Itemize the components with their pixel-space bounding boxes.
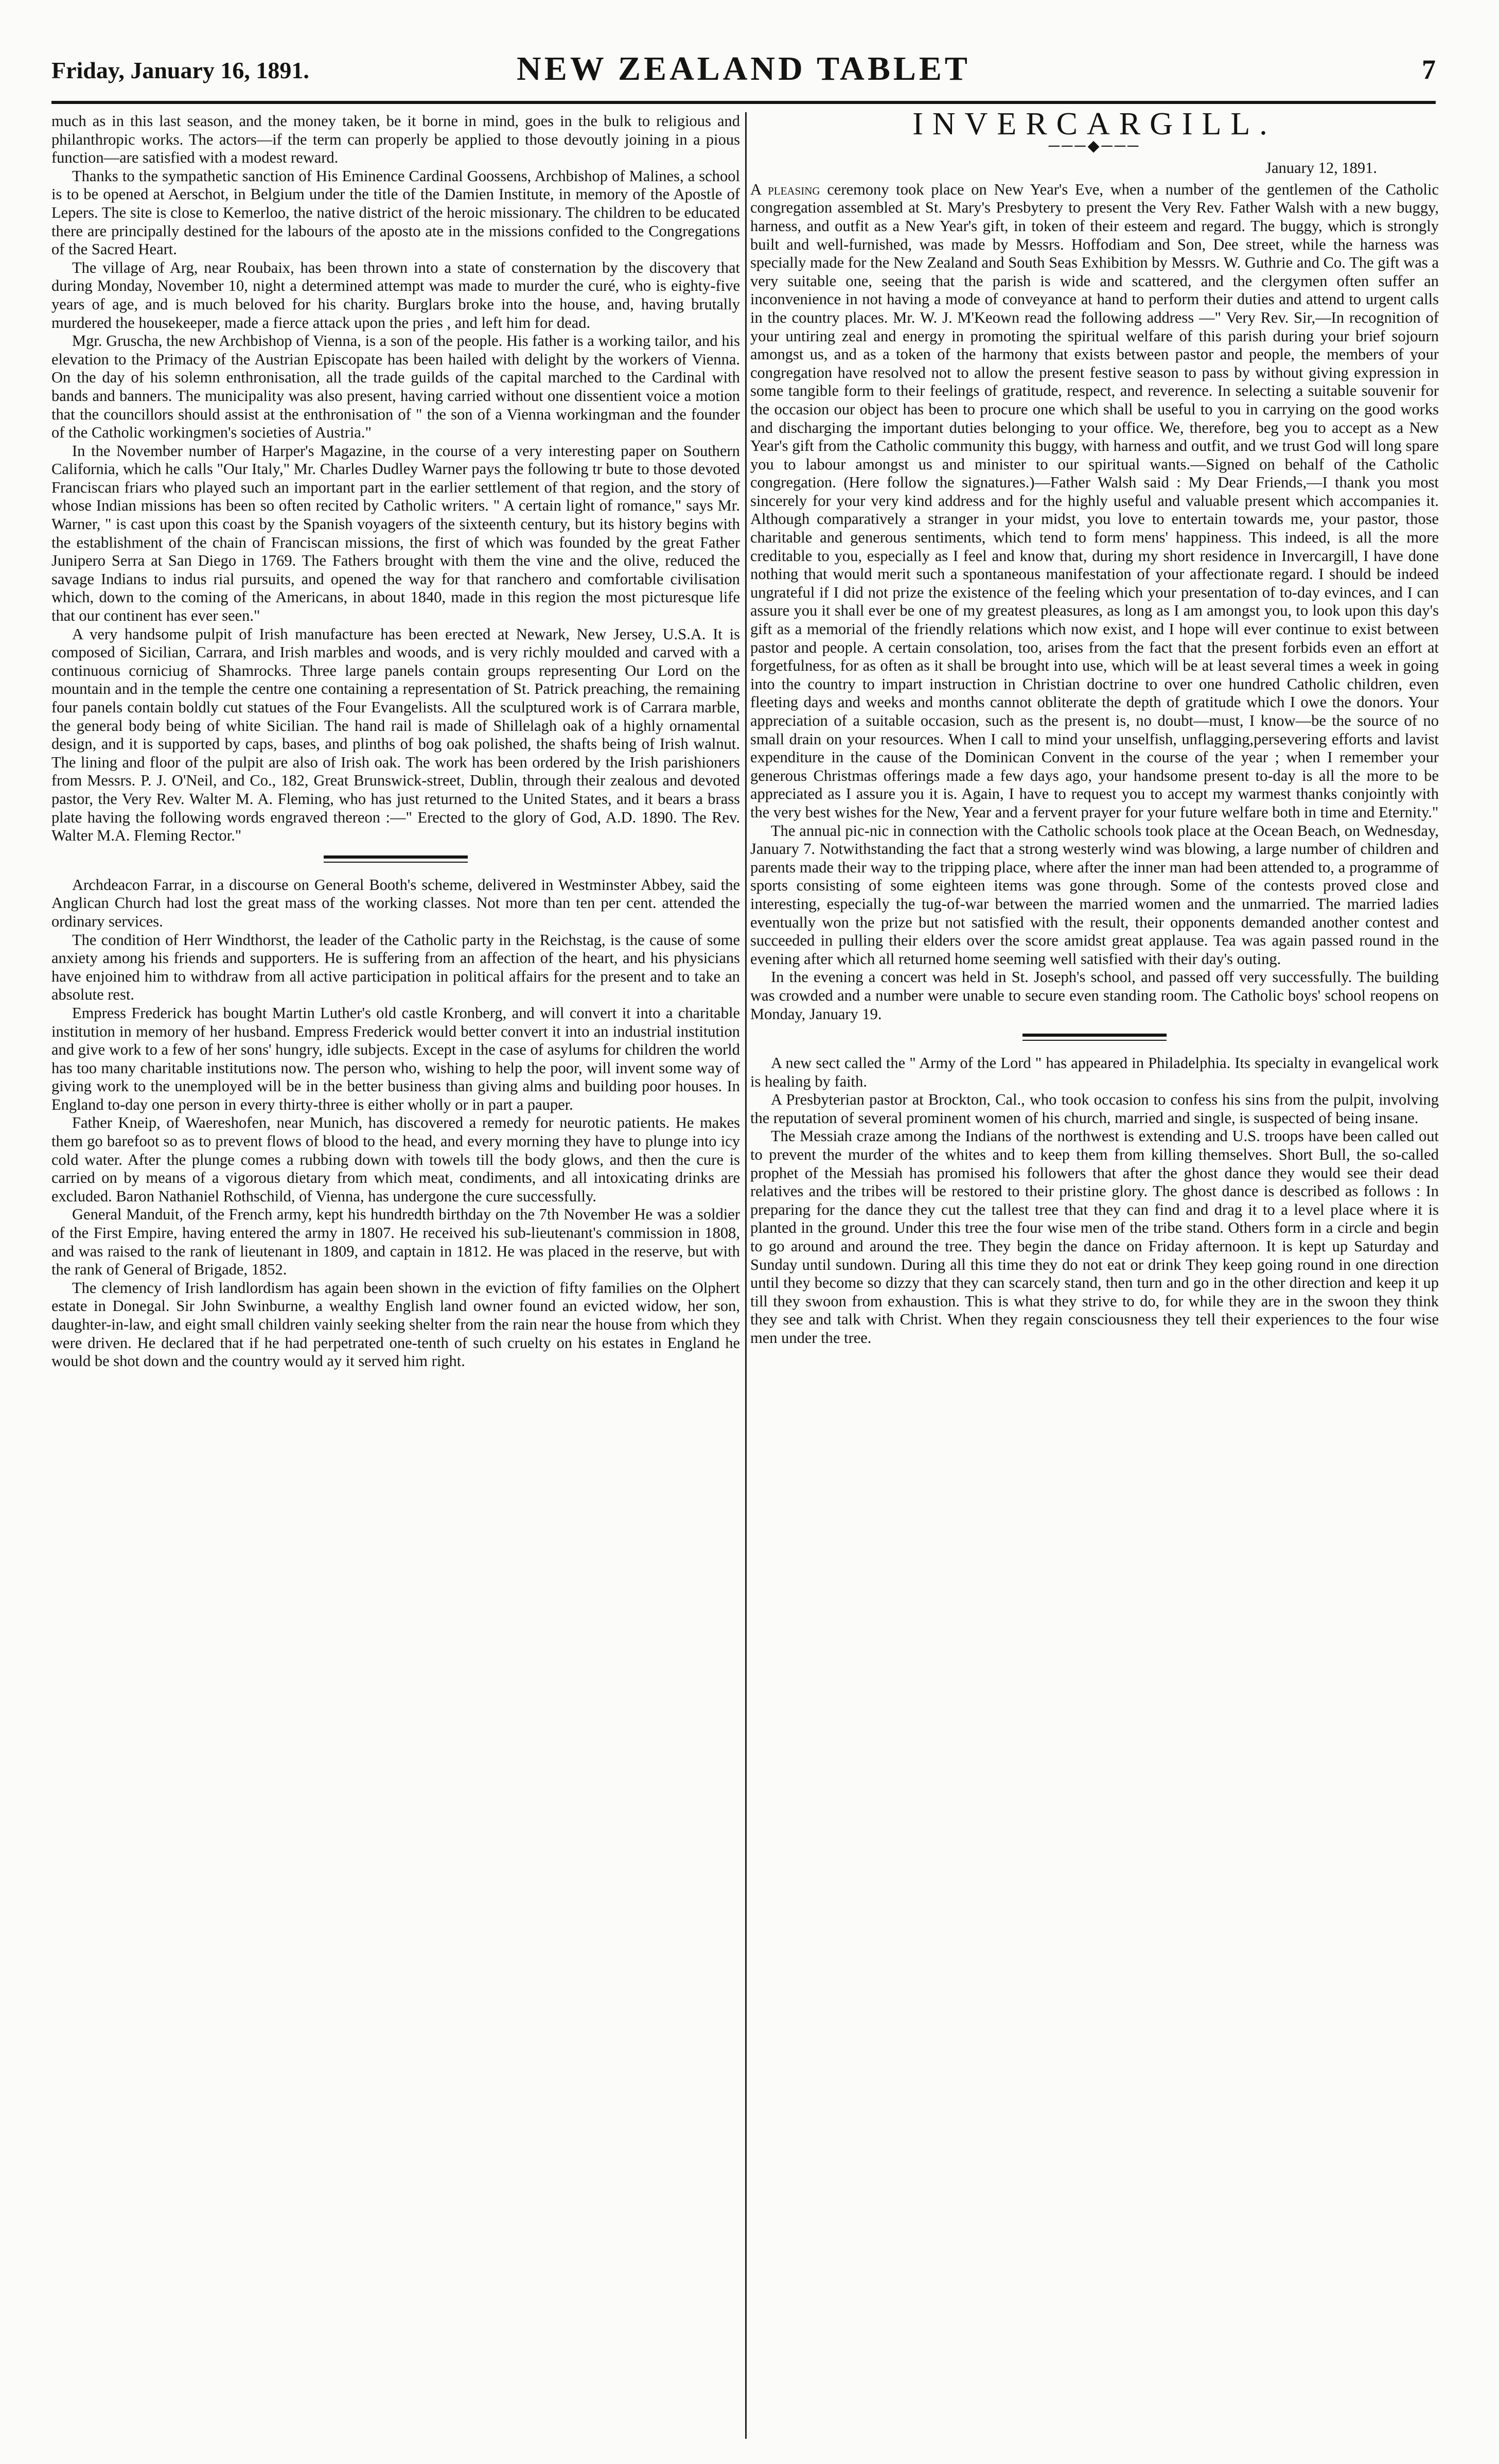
column-divider [745, 112, 747, 2439]
paragraph: The clemency of Irish landlordism has again been shown in the eviction of fifty families on the Olphert estate in Donegal. Sir John Swinburne, a wealthy English land owner found an evicted widow, her son, daughter-in-law, and eight small children vainly seeking shelter from the rain near the house from which they were driven. He declared that if he had perpetrated one-tenth of such cruelty on his estates in England he would be shot down and the country would ay it served him right. [51, 1279, 740, 1370]
right-column [750, 112, 1439, 2444]
paragraph: Mgr. Gruscha, the new Archbishop of Vienna, is a son of the people. His father is a working tailor, and his elevation to the Primacy of the Austrian Episcopate has been hailed with delight by the workers of Vienna. On the day of his solemn enthronisation, all the trade guilds of the capital marched to the Cardinal with bands and banners. The municipality was also present, having carried without one dissentient voice a motion that the councillors should assist at the enthronisation of " the son of a Vienna workingman and the founder of the Catholic workingmen's societies of Austria." [51, 332, 740, 442]
paragraph-text: ceremony took place on New Year's Eve, when a number of the gentlemen of the Catholic congregation assembled at St. Mary's Presbytery to present the Very Rev. Father Walsh with a new buggy, harness, and outfit as a New Year's gift, in token of their esteem and regard. The buggy, which is strongly built and well-furnished, was made by Messrs. Hoffodiam and Son, Dee street, while the harness was specially made for the New Zealand and South Seas Exhibition by Messrs. W. Guthrie and Co. The gift was a very suitable one, seeing that the parish is wide and scattered, and the clergymen often suffer an inconvenience in not having a mode of conveyance at hand to perform their duties and attend to urgent calls in the country places. Mr. W. J. M'Keown read the following address —" Very Rev. Sir,—In recognition of your untiring zeal and energy in promoting the spiritual welfare of this parish during your brief sojourn amongst us, and as a token of the harmony that exists between pastor and people, the members of your congregation have resolved not to allow the present festive season to pass by without giving expression in some tangible form to their feelings of gratitude, respect, and reverence. In selecting a suitable souvenir for the occasion our object has been to procure one which shall be useful to you in carrying on the good works and discharging the important duties belonging to your office. We, therefore, beg you to accept as a New Year's gift from the Catholic community this buggy, with harness and outfit, and we trust God will long spare you to labour amongst us and minister to our spiritual wants.—Signed on behalf of the Catholic congregation. (Here follow the signatures.)—Father Walsh said : My Dear Friends,—I thank you most sincerely for your very kind address and for the highly useful and valuable present which accompanies it. Although comparatively a stranger in your midst, you love to entertain towards me, your pastor, those charitable and generous sentiments, which tend to form mens' happiness. This indeed, is all the more creditable to you, especially as I feel and know that, during my short residence in Invercargill, I have done nothing that would merit such a spontaneous manifestation of your affectionate regard. I should be indeed ungrateful if I did not prize the existence of the feeling which your presentation of to-day evinces, and I can assure you it shall ever be one of my greatest pleasures, as long as I am amongst you, to look upon this day's gift as a memorial of the friendly relations which now exist, and I hope will ever continue to exist between pastor and people. A certain consolation, too, arises from the fact that the present forbids even an effort at forgetfulness, for as often as it shall be brought into use, which will be at least several times a week in going into the country to impart instruction in Christian doctrine to over one hundred Catholic children, even fleeting days and weeks and months cannot obliterate the depth of gratitude which I owe the donors. Your appreciation of a suitable occasion, such as the present is, no doubt—must, I know—be the source of no small drain on your resources. When I call to mind your unselfish, unflagging,persevering efforts and lavist expenditure in the cause of the Dominican Convent in the course of the year ; when I remember your generous Christmas offerings made a few days ago, your handsome present to-day is all the more to be appreciated as I assure you it is. Again, I have to request you to accept my warmest thanks conjointly with the very best wishes for the New, Year and a fervent prayer for your future welfare both in time and Eternity." [750, 180, 1439, 821]
paragraph: Thanks to the sympathetic sanction of His Eminence Cardinal Goossens, Archbishop of Malines, a school is to be opened at Aerschot, in Belgium under the title of the Damien Institute, in memory of the Apostle of Lepers. The site is close to Kemerloo, the native district of the heroic missionary. The children to be educated there are principally destined for the labours of the aposto ate in the missions confided to the Congregations of the Sacred Heart. [51, 167, 740, 258]
lead-smallcaps: A pleasing [750, 180, 820, 198]
issue-date: Friday, January 16, 1891. [51, 57, 309, 83]
masthead-rule [51, 101, 1436, 104]
paragraph: Archdeacon Farrar, in a discourse on General Booth's scheme, delivered in Westminster Abbey, said the Anglican Church had lost the great mass of the working classes. Not more than ten per cent. attended the ordinary services. [51, 876, 740, 930]
paragraph: A new sect called the " Army of the Lord " has appeared in Philadelphia. Its specialty in evangelical work is healing by faith. [750, 1054, 1439, 1090]
paragraph: In the evening a concert was held in St. Joseph's school, and passed off very successfully. The building was crowded and a number were unable to secure even standing room. The Catholic boys' school reopens on Monday, January 19. [750, 968, 1439, 1023]
section-heading: INVERCARGILL. [912, 112, 1277, 142]
paragraph [750, 181, 1439, 822]
newspaper-title: NEW ZEALAND TABLET [517, 50, 971, 88]
left-column [51, 112, 740, 2444]
section-rule [750, 1023, 1439, 1054]
page-number: 7 [1422, 54, 1436, 85]
masthead [51, 47, 1436, 97]
paragraph: A very handsome pulpit of Irish manufacture has been erected at Newark, New Jersey, U.S.A. It is composed of Sicilian, Carrara, and Irish marbles and woods, and is very richly moulded and carved with a continuous corniciug of Shamrocks. Three large panels contain groups representing Our Lord on the mountain and in the temple the centre one containing a representation of St. Patrick preaching, the remaining four panels contain boldly cut statues of the Four Evangelists. All the sculptured work is of Carrara marble, the general body being of white Sicilian. The hand rail is made of Shillelagh oak of a highly ornamental design, and it is supported by caps, bases, and plinths of bog oak polished, the shafts being of Irish walnut. The lining and floor of the pulpit are also of Irish oak. The work has been ordered by the Irish parishioners from Messrs. P. J. O'Neil, and Co., 182, Great Brunswick-street, Dublin, through their zealous and devoted pastor, the Very Rev. Walter M. A. Fleming, who has just returned to the United States, and it bears a brass plate having the following words engraved thereon :—" Erected to the glory of God, A.D. 1890. The Rev. Walter M.A. Fleming Rector." [51, 625, 740, 845]
paragraph: Empress Frederick has bought Martin Luther's old castle Kronberg, and will convert it into a charitable institution in memory of her husband. Empress Frederick would better convert it into an industrial institution and give work to a few of her sons' hungry, idle subjects. Except in the case of asylums for children the world has too many charitable institutions now. The person who, wishing to help the poor, will invent some way of giving work to the unemployed will be in the better business than giving alms and building poor houses. In England to-day one person in every thirty-three is either wholly or in part a pauper. [51, 1004, 740, 1113]
section-rule [51, 845, 740, 876]
paragraph: In the November number of Harper's Magazine, in the course of a very interesting paper on Southern California, which he calls "Our Italy," Mr. Charles Dudley Warner pays the following tr bute to those devoted Franciscan friars who played such an important part in the earlier settlement of that region, and the story of whose Indian missions has been so often recited by Catholic writers. " A certain light of romance," says Mr. Warner, " is cast upon this coast by the Spanish voyagers of the sixteenth century, but its history begins with the establishment of the chain of Franciscan missions, the first of which was founded by the great Father Junipero Serra at San Diego in 1769. The Fathers brought with them the vine and the olive, reduced the savage Indians to indus rial pursuits, and opened the way for that ranchero and comfortable civilisation which, down to the coming of the Americans, in about 1840, made in this region the most picturesque life that our continent has ever seen." [51, 442, 740, 625]
paragraph: The village of Arg, near Roubaix, has been thrown into a state of consternation by the discovery that during Monday, November 10, night a determined attempt was made to murder the curé, who is eighty-five years of age, and is much beloved for his charity. Burglars broke into the house, and, having brutally murdered the housekeeper, made a fierce attack upon the pries , and left him for dead. [51, 258, 740, 331]
paragraph: General Manduit, of the French army, kept his hundredth birthday on the 7th November He was a soldier of the First Empire, having entered the army in 1807. He received his sub-lieutenant's commission in 1808, and was raised to the rank of lieutenant in 1809, and captain in 1812. He was placed in the reserve, but with the rank of General of Brigade, 1852. [51, 1205, 740, 1279]
ornament-rule: ───◆─── [1048, 137, 1141, 154]
paragraph: The condition of Herr Windthorst, the leader of the Catholic party in the Reichstag, is the cause of some anxiety among his friends and supporters. He is suffering from an affection of the heart, and his physicians have enjoined him to withdraw from all active participation in political affairs for the present and to take an absolute rest. [51, 931, 740, 1004]
dateline: January 12, 1891. [1265, 159, 1377, 177]
paragraph: much as in this last season, and the money taken, be it borne in mind, goes in the bulk to religious and philanthropic works. The actors—if the term can properly be applied to those devoutly joining in a pious function—are satisfied with a modest reward. [51, 112, 740, 167]
paragraph: The annual pic-nic in connection with the Catholic schools took place at the Ocean Beach, on Wednesday, January 7. Notwithstanding the fact that a strong westerly wind was blowing, a large number of children and parents made their way to the tripping place, where after the inner man had been attended to, a programme of sports consisting of some eighteen items was gone through. Some of the contests proved close and interesting, especially the tug-of-war between the married women and the unmarried. The married ladies eventually won the prize but not satisfied with the result, their opponents demanded another contest and succeeded in pulling their elders over the score amidst great applause. Tea was again passed round in the evening after which all returned home seeming well satisfied with their day's outing. [750, 822, 1439, 968]
paragraph: A Presbyterian pastor at Brockton, Cal., who took occasion to confess his sins from the pulpit, involving the reputation of several prominent women of his church, married and single, is suspected of being insane. [750, 1091, 1439, 1127]
paragraph: The Messiah craze among the Indians of the northwest is extending and U.S. troops have been called out to prevent the murder of the whites and to keep them from killing themselves. Short Bull, the so-called prophet of the Messiah has promised his followers that after the ghost dance they would see their dead relatives and the tribes will be restored to their pristine glory. The ghost dance is described as follows : In preparing for the dance they cut the tallest tree that they can find and drag it to a level place where it is planted in the ground. Under this tree the four wise men of the tribe stand. Others form in a circle and begin to go around and around the tree. They begin the dance on Friday afternoon. It is kept up Saturday and Sunday until sundown. During all this time they do not eat or drink They keep going round in one direction until they become so dizzy that they can scarcely stand, then turn and go in the other direction and keep it up till they swoon from exhaustion. This is what they strive to do, for while they are in the swoon they think they see and talk with Christ. When they regain consciousness they tell their experiences to the four wise men under the tree. [750, 1127, 1439, 1347]
paragraph: Father Kneip, of Waereshofen, near Munich, has discovered a remedy for neurotic patients. He makes them go barefoot so as to prevent flows of blood to the head, and every morning they have to plunge into icy cold water. After the plunge comes a rubbing down with towels till the body glows, and then the cure is carried on by means of a vigorous dietary from which meat, condiments, and all intoxicating drinks are excluded. Baron Nathaniel Rothschild, of Vienna, has undergone the cure successfully. [51, 1114, 740, 1205]
